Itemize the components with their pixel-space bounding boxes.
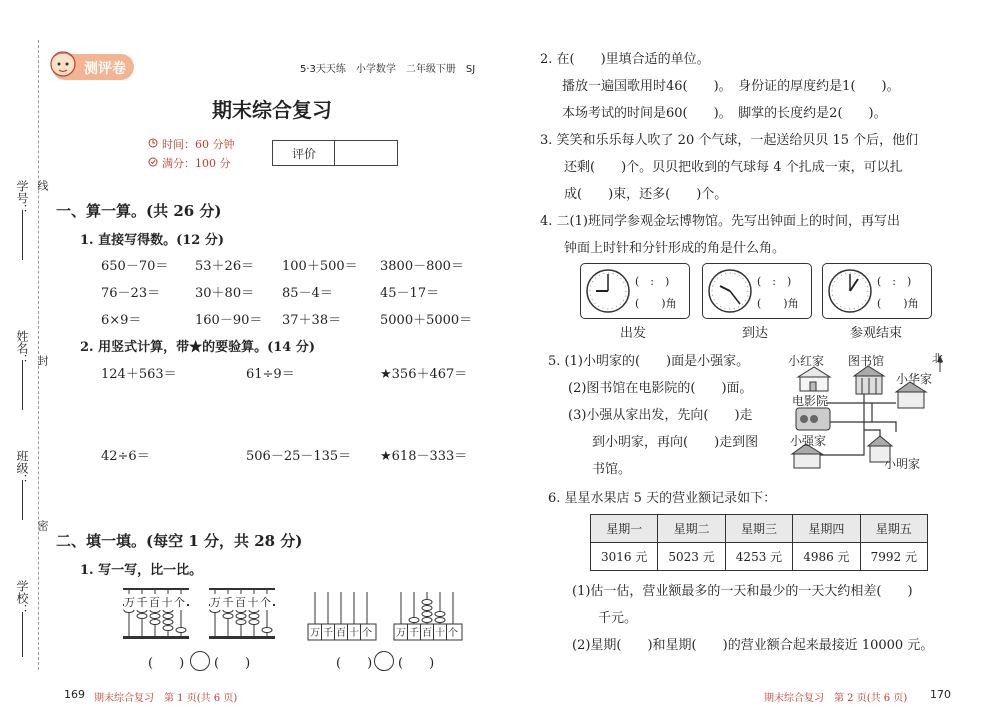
calc-item: 6×9＝ [101, 313, 142, 328]
abacus-place-label: 十 [349, 628, 362, 639]
abacus-place-label: 百 [235, 596, 248, 609]
map-label-xiaohong: 小红家 [788, 354, 825, 368]
student-id-label: 学号： [15, 180, 29, 216]
calc-item: 45－17＝ [380, 286, 440, 301]
abacus-place-label: 万 [310, 628, 323, 639]
calc-item: 3800－800＝ [380, 259, 464, 274]
section-2-heading: 二、填一填。(每空 1 分，共 28 分) [56, 532, 303, 550]
seal-mark-xian: 线 [36, 180, 49, 191]
question-2-6-1-line: 千元。 [598, 611, 638, 626]
clock-label: 参观结束 [850, 326, 903, 341]
compare-circle[interactable] [374, 651, 394, 671]
question-2-5-line: (2)图书馆在电影院的( )面。 [568, 381, 753, 396]
abacus-place-label: 千 [323, 628, 336, 639]
student-name-line [22, 360, 23, 410]
question-2-2: 2. 在( )里填合适的单位。 [540, 52, 710, 67]
answer-blank[interactable]: ( ) [398, 656, 435, 671]
abacus-place-label: 百 [336, 628, 349, 639]
units-line: 播放一遍国歌用时46( )。 身份证的厚度约是1( )。 [562, 79, 900, 94]
clock-face-icon [706, 267, 754, 315]
map-label-north: 北 [932, 352, 943, 365]
abacus-1-labels [124, 594, 187, 610]
evaluation-label: 评价 [292, 147, 317, 161]
vertical-calc-item: ★356＋467＝ [380, 367, 468, 382]
calc-item: 85－4＝ [282, 286, 333, 301]
calc-item: 76－23＝ [101, 286, 161, 301]
revenue-table [590, 514, 928, 571]
clock-time-blank[interactable]: ( : ) [757, 275, 792, 288]
vertical-calc-item: 61÷9＝ [246, 367, 295, 382]
vertical-calc-item: 42÷6＝ [101, 449, 150, 464]
question-2-5-line: (3)小强从家出发，先向( )走 [568, 408, 753, 423]
table-cell: 5023 元 [658, 543, 725, 571]
abacus-place-label: 千 [222, 596, 235, 609]
student-name-label: 姓名： [15, 330, 29, 366]
library-icon [854, 366, 884, 394]
abacus-place-label: 个 [448, 628, 461, 639]
seal-mark-mi: 密 [36, 520, 49, 531]
calc-item: 650－70＝ [101, 259, 169, 274]
question-2-5-line: 书馆。 [592, 462, 632, 477]
vertical-calc-item: 124＋563＝ [101, 367, 177, 382]
map-label-xiaoming: 小明家 [884, 457, 921, 471]
clock-label: 出发 [620, 326, 647, 341]
abacus-place-label: 个 [174, 596, 187, 609]
table-header-cell: 星期三 [725, 515, 792, 543]
clock-angle-blank[interactable]: ( )角 [877, 297, 919, 310]
class-line [22, 480, 23, 520]
school-line [22, 612, 23, 657]
question-1-2: 2. 用竖式计算，带★的要验算。(14 分) [80, 340, 316, 355]
abacus-place-label: 万 [124, 596, 137, 609]
clock-face-icon [826, 267, 874, 315]
series-header: 5·3天天练 小学数学 二年级下册 SJ [300, 64, 476, 75]
answer-blank[interactable]: ( ) [336, 656, 373, 671]
map-label-cinema: 电影院 [792, 394, 829, 408]
abacus-place-label: 个 [260, 596, 273, 609]
vertical-calc-item: ★618－333＝ [380, 449, 468, 464]
student-face-icon [48, 46, 78, 80]
abacus-place-label: 万 [210, 596, 223, 609]
map-label-xiaohua: 小华家 [896, 372, 933, 386]
seal-mark-feng: 封 [36, 355, 49, 366]
table-header-cell: 星期五 [860, 515, 927, 543]
abacus-place-label: 百 [422, 628, 435, 639]
vertical-calc-item: 506－25－135＝ [246, 449, 352, 464]
page-number-right: 170 [930, 688, 951, 701]
map-label-library: 图书馆 [848, 354, 885, 368]
section-1-heading: 一、算一算。(共 26 分) [56, 202, 222, 220]
quiz-badge-text: 测评卷 [84, 61, 126, 77]
school-label: 学校： [15, 580, 29, 616]
abacus-place-label: 十 [247, 596, 260, 609]
table-header-cell: 星期一 [591, 515, 658, 543]
full-score: 满分：100 分 [162, 157, 231, 170]
table-cell: 3016 元 [591, 543, 658, 571]
units-line: 本场考试的时间是60( )。 脚掌的长度约是2( )。 [562, 106, 887, 121]
counting-frame-3-labels [310, 624, 375, 639]
clock-card-arrive [702, 263, 812, 319]
student-id-line [22, 210, 23, 260]
question-2-5: 5. (1)小明家的( )面是小强家。 [548, 354, 750, 369]
abacus-place-label: 百 [149, 596, 162, 609]
clock-card-depart [580, 263, 690, 319]
abacus-2-labels [210, 594, 273, 610]
abacus-place-label: 十 [435, 628, 448, 639]
question-2-5-line: 到小明家，再向( )走到图 [592, 435, 759, 450]
clock-angle-blank[interactable]: ( )角 [757, 297, 799, 310]
answer-blank[interactable]: ( ) [148, 656, 185, 671]
page-number-left: 169 [64, 688, 85, 701]
compare-circle[interactable] [190, 651, 210, 671]
table-header-cell: 星期二 [658, 515, 725, 543]
clock-card-end [822, 263, 932, 319]
question-2-4-line: 钟面上时针和分针形成的角是什么角。 [564, 241, 786, 256]
calc-item: 100＋500＝ [282, 259, 358, 274]
calc-item: 53＋26＝ [195, 259, 255, 274]
class-label: 班级： [15, 450, 29, 486]
abacus-place-label: 千 [136, 596, 149, 609]
calc-item: 30＋80＝ [195, 286, 255, 301]
clock-time-blank[interactable]: ( : ) [635, 275, 670, 288]
counting-frame-4-labels [396, 624, 461, 639]
question-2-1: 1. 写一写，比一比。 [80, 563, 203, 578]
answer-blank[interactable]: ( ) [214, 656, 251, 671]
question-1-1: 1. 直接写得数。(12 分) [80, 233, 225, 248]
calc-item: 37＋38＝ [282, 313, 342, 328]
question-2-4: 4. 二(1)班同学参观金坛博物馆。先写出钟面上的时间，再写出 [540, 214, 900, 229]
calc-item: 5000＋5000＝ [380, 313, 473, 328]
clock-face-icon [584, 267, 632, 315]
abacus-place-label: 个 [362, 628, 375, 639]
clock-icon [148, 138, 158, 148]
abacus-place-label: 万 [396, 628, 409, 639]
calc-item: 160－90＝ [195, 313, 263, 328]
table-cell: 7992 元 [860, 543, 927, 571]
question-2-3-line: 还剩( )个。贝贝把收到的气球每 4 个扎成一束，可以扎 [564, 160, 903, 175]
question-2-3-line: 成( )束，还多( )个。 [564, 187, 728, 202]
page-title: 期末综合复习 [212, 98, 332, 122]
house-icon [798, 367, 830, 391]
footer-right: 期末综合复习 第 2 页(共 6 页) [764, 693, 908, 704]
question-2-6: 6. 星星水果店 5 天的营业额记录如下： [548, 491, 777, 506]
table-header-cell: 星期四 [793, 515, 860, 543]
clock-label: 到达 [742, 326, 769, 341]
footer-left: 期末综合复习 第 1 页(共 6 页) [94, 693, 238, 704]
table-cell: 4253 元 [725, 543, 792, 571]
abacus-place-label: 十 [161, 596, 174, 609]
table-cell: 4986 元 [793, 543, 860, 571]
clock-angle-blank[interactable]: ( )角 [635, 297, 677, 310]
cinema-icon [796, 408, 830, 430]
question-2-6-2: (2)星期( )和星期( )的营业额合起来最接近 10000 元。 [572, 638, 934, 653]
question-2-6-1: (1)估一估，营业额最多的一天和最少的一天大约相差( ) [572, 584, 913, 599]
evaluation-field[interactable] [334, 141, 394, 165]
map-label-xiaoqiang: 小强家 [790, 434, 827, 448]
check-icon [148, 157, 158, 167]
clock-time-blank[interactable]: ( : ) [877, 275, 912, 288]
time-limit: 时间：60 分钟 [162, 138, 235, 151]
abacus-place-label: 千 [409, 628, 422, 639]
question-2-3: 3. 笑笑和乐乐每人吹了 20 个气球，一起送给贝贝 15 个后，他们 [540, 133, 919, 148]
